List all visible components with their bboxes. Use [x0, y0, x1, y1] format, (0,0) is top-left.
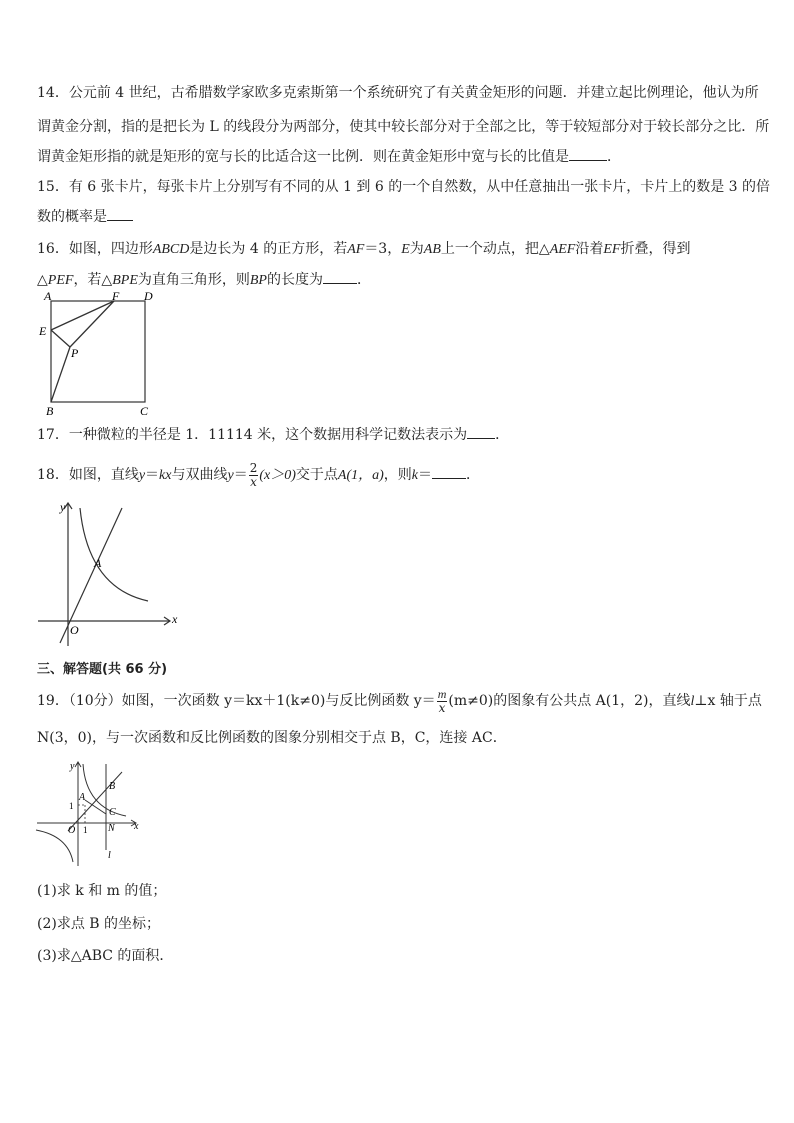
segment-ep — [51, 330, 70, 347]
q19-sub3: (3)求△ABC 的面积． — [37, 948, 174, 964]
label-one-y: 1 — [69, 801, 74, 811]
q18-text: ，则 — [383, 467, 412, 483]
label-one-x: 1 — [83, 825, 88, 835]
q16-e: E — [401, 242, 410, 257]
q14-line1: 14．公元前 4 世纪，古希腊数学家欧多克索斯第一个系统研究了有关黄金矩形的问题．并建立起比例理论，他认为所 — [37, 85, 759, 101]
q15-line1: 15．有 6 张卡片，每张卡片上分别写有不同的从 1 到 6 的一个自然数，从中任意抽出一张卡片，卡片上的数是 3 的倍 — [37, 179, 771, 195]
q18-kx: kx — [159, 468, 172, 483]
q14-line3 — [37, 147, 621, 167]
q16-pef: PEF — [47, 273, 74, 288]
q14-line3-text: 谓黄金矩形指的就是矩形的宽与长的比适合这一比例．则在黄金矩形中宽与长的比值是 — [37, 149, 569, 165]
q18-k: k — [411, 468, 418, 483]
label-d: D — [144, 290, 153, 303]
q16-text: 上一个动点，把△ — [440, 241, 550, 257]
q19-line2: N(3，0)，与一次函数和反比例函数的图象分别相交于点 B，C，连接 AC． — [37, 730, 507, 746]
answer-blank — [569, 147, 607, 161]
q16-abcd: ABCD — [152, 242, 190, 257]
q18-cond: (x＞0) — [259, 468, 296, 483]
label-e: E — [39, 324, 47, 338]
q15-line2 — [37, 207, 133, 227]
q18-coord: (1，a) — [346, 468, 384, 483]
label-y: y — [70, 761, 75, 772]
q18-a: A — [337, 468, 347, 483]
label-a: A — [44, 290, 52, 303]
q16-aef: AEF — [549, 242, 576, 257]
q15-line2-text: 数的概率是 — [37, 209, 107, 225]
section-title: 三、解答题(共 66 分) — [37, 662, 168, 677]
q19-sub2: (2)求点 B 的坐标； — [37, 916, 161, 932]
q16-text: 沿着 — [575, 241, 604, 257]
function-figure — [34, 758, 144, 868]
q16-text: ＝3， — [364, 241, 402, 257]
segment-ef — [51, 301, 114, 330]
q16-text: 为 — [409, 241, 424, 257]
q16-end: ． — [356, 272, 371, 288]
label-c: C — [140, 404, 149, 418]
label-b: B — [109, 781, 116, 792]
q19-sub1: (1)求 k 和 m 的值； — [37, 883, 167, 899]
answer-blank — [107, 207, 133, 221]
answer-blank — [323, 270, 357, 284]
segment-ac — [85, 800, 106, 814]
q14-end: ． — [607, 149, 621, 165]
q16-text: ，若△ — [73, 272, 113, 288]
q18-text: 交于点 — [295, 467, 338, 483]
q17-line — [37, 425, 509, 445]
q16-line1 — [37, 239, 690, 260]
label-p: P — [71, 346, 79, 360]
label-y: y — [60, 500, 66, 514]
segment-pf — [70, 301, 114, 347]
answer-blank — [432, 465, 466, 479]
q16-text: 为直角三角形，则 — [137, 272, 250, 288]
q16-ab: AB — [423, 242, 441, 257]
q16-text: 16．如图，四边形 — [37, 241, 153, 257]
q19-l: l — [690, 694, 695, 709]
fraction-m-over-x — [437, 688, 448, 715]
frac-den: x — [250, 474, 257, 489]
q19-text: ⊥x 轴于点 — [694, 693, 762, 709]
label-origin: O — [70, 623, 79, 637]
square-figure — [34, 290, 159, 418]
frac-num: m — [437, 686, 447, 701]
label-x: x — [172, 612, 178, 626]
q16-ef: EF — [603, 242, 621, 257]
line-hyperbola-figure — [30, 498, 190, 650]
q18-eq: ＝ — [418, 467, 432, 483]
q16-text: 的长度为 — [266, 272, 323, 288]
q16-line2 — [37, 270, 371, 291]
square-abcd — [51, 301, 145, 402]
label-f: F — [112, 290, 120, 303]
q17-text: 17．一种微粒的半径是 1．11114 米，这个数据用科学记数法表示为 — [37, 427, 468, 443]
hyperbola-curve — [80, 508, 148, 601]
frac-num: 2 — [249, 460, 258, 475]
q18-eq: ＝ — [145, 467, 160, 483]
q16-text: 是边长为 4 的正方形，若 — [189, 241, 348, 257]
q18-end: ． — [466, 467, 480, 483]
q16-text: △ — [37, 272, 48, 288]
q16-bp: BP — [249, 273, 267, 288]
q19-text: 19．（10分）如图，一次函数 y＝kx＋1(k≠0)与反比例函数 y＝ — [37, 693, 436, 709]
label-x: x — [134, 821, 139, 832]
q16-text: 折叠，得到 — [620, 241, 691, 257]
q18-y: y — [227, 468, 234, 483]
q14-line2: 谓黄金分割，指的是把长为 L 的线段分为两部分，使其中较长部分对于全部之比，等于较短部分对于较长部分之比．所 — [37, 119, 770, 135]
label-origin: O — [68, 825, 76, 836]
label-n: N — [108, 823, 115, 834]
q17-end: ． — [495, 427, 510, 443]
q18-text: 与双曲线 — [171, 467, 228, 483]
segment-pb — [51, 347, 70, 402]
fraction-2-over-x — [249, 462, 259, 489]
label-a: A — [79, 792, 86, 803]
q16-bpe: BPE — [112, 273, 138, 288]
q18-line — [37, 460, 480, 490]
label-c: C — [109, 807, 116, 818]
q18-text: 18．如图，直线 — [37, 467, 139, 483]
frac-den: x — [438, 700, 446, 715]
q19-line1 — [37, 684, 762, 718]
label-b: B — [46, 404, 54, 418]
q19-text: (m≠0)的图象有公共点 A(1，2)，直线 — [448, 693, 691, 709]
label-l: l — [108, 850, 111, 861]
answer-blank — [467, 425, 495, 439]
q16-af: AF — [347, 242, 365, 257]
label-a: A — [94, 556, 102, 570]
q18-eq: ＝ — [233, 467, 248, 483]
q18-y: y — [138, 468, 146, 483]
